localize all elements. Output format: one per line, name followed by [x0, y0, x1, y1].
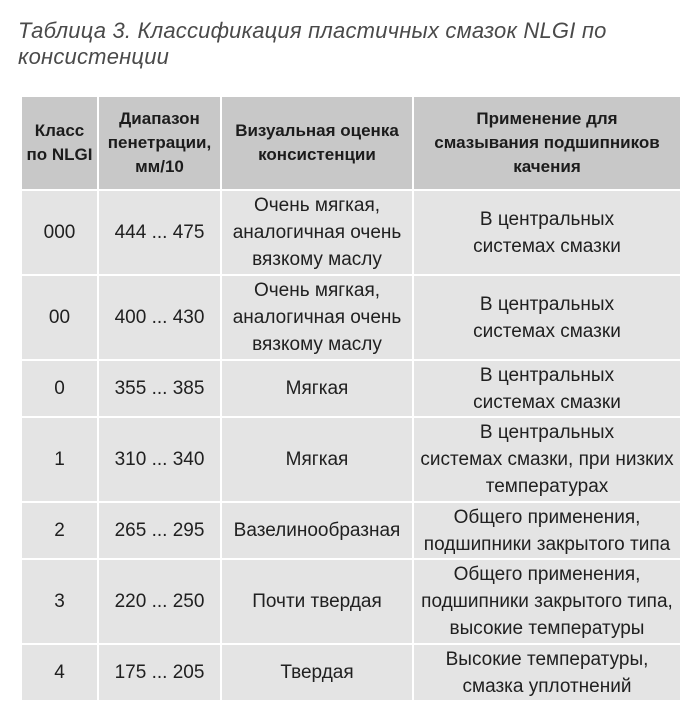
cell-application — [413, 360, 681, 417]
cell-line: Почти твердая — [252, 591, 382, 612]
header-line: мм/10 — [135, 157, 184, 176]
cell-class: 2 — [21, 502, 98, 559]
cell-application — [413, 190, 681, 275]
cell-penetration-range: 355 ... 385 — [98, 360, 221, 417]
cell-application — [413, 644, 681, 701]
cell-line: системах смазки — [473, 391, 621, 413]
cell-visual-assessment — [221, 644, 413, 701]
table-row — [21, 190, 681, 275]
cell-line: системах смазки — [473, 320, 621, 342]
cell-visual-assessment — [221, 417, 413, 502]
cell-penetration-range: 400 ... 430 — [98, 275, 221, 360]
table-row — [21, 417, 681, 502]
cell-application — [413, 275, 681, 360]
cell-class: 1 — [21, 417, 98, 502]
cell-line: Мягкая — [285, 449, 349, 470]
cell-line: подшипники закрытого типа — [423, 533, 671, 555]
cell-line: смазка уплотнений — [462, 675, 632, 697]
table-caption — [18, 18, 678, 70]
cell-penetration-range: 444 ... 475 — [98, 190, 221, 275]
header-application — [413, 96, 681, 190]
nlgi-classification-table — [20, 95, 682, 702]
cell-line: Мягкая — [285, 378, 349, 399]
cell-class: 3 — [21, 559, 98, 644]
cell-visual-assessment — [221, 275, 413, 360]
caption-line-2: консистенции — [18, 44, 170, 69]
cell-line: В центральных — [479, 364, 615, 386]
cell-visual-assessment — [221, 190, 413, 275]
cell-line: Вазелинообразная — [233, 520, 401, 541]
cell-line: В центральных — [479, 293, 615, 315]
cell-line: Высокие температуры, — [445, 648, 649, 670]
cell-line: В центральных — [479, 422, 615, 443]
cell-visual-assessment — [221, 360, 413, 417]
cell-line: вязкому маслу — [252, 249, 382, 270]
cell-application — [413, 417, 681, 502]
header-line: пенетрации, — [107, 133, 212, 152]
cell-class: 0 — [21, 360, 98, 417]
header-line: Применение для — [476, 109, 618, 128]
header-row — [21, 96, 681, 190]
cell-visual-assessment — [221, 559, 413, 644]
cell-line: высокие температуры — [449, 618, 645, 639]
cell-visual-assessment — [221, 502, 413, 559]
header-line: качения — [513, 157, 581, 176]
header-line: Визуальная оценка — [235, 121, 399, 140]
header-line: консистенции — [258, 145, 376, 164]
cell-line: Общего применения, — [453, 564, 641, 585]
cell-penetration-range: 310 ... 340 — [98, 417, 221, 502]
header-line: Класс — [34, 121, 85, 140]
cell-line: системах смазки, при низких — [420, 449, 674, 470]
cell-penetration-range: 265 ... 295 — [98, 502, 221, 559]
cell-line: аналогичная очень — [232, 307, 402, 328]
cell-penetration-range: 220 ... 250 — [98, 559, 221, 644]
cell-application — [413, 502, 681, 559]
table-row — [21, 275, 681, 360]
cell-line: подшипники закрытого типа, — [421, 591, 673, 612]
cell-line: температурах — [485, 476, 609, 497]
cell-line: Очень мягкая, — [253, 280, 381, 301]
cell-class: 4 — [21, 644, 98, 701]
table-row — [21, 360, 681, 417]
header-penetration-range — [98, 96, 221, 190]
table-row — [21, 502, 681, 559]
header-visual-assessment — [221, 96, 413, 190]
cell-class: 00 — [21, 275, 98, 360]
cell-class: 000 — [21, 190, 98, 275]
cell-line: аналогичная очень — [232, 222, 402, 243]
cell-line: системах смазки — [473, 235, 621, 257]
header-line: Диапазон — [119, 109, 200, 128]
header-line: смазывания подшипников — [434, 133, 660, 152]
cell-line: Общего применения, — [453, 506, 641, 528]
table-row — [21, 644, 681, 701]
header-class — [21, 96, 98, 190]
cell-line: вязкому маслу — [252, 334, 382, 355]
cell-line: Очень мягкая, — [253, 195, 381, 216]
cell-application — [413, 559, 681, 644]
table-row — [21, 559, 681, 644]
cell-line: Твердая — [280, 662, 354, 683]
cell-penetration-range: 175 ... 205 — [98, 644, 221, 701]
header-line: по NLGI — [26, 145, 93, 164]
caption-line-1: Таблица 3. Классификация пластичных смазок NLGI по — [18, 18, 607, 43]
cell-line: В центральных — [479, 208, 615, 230]
